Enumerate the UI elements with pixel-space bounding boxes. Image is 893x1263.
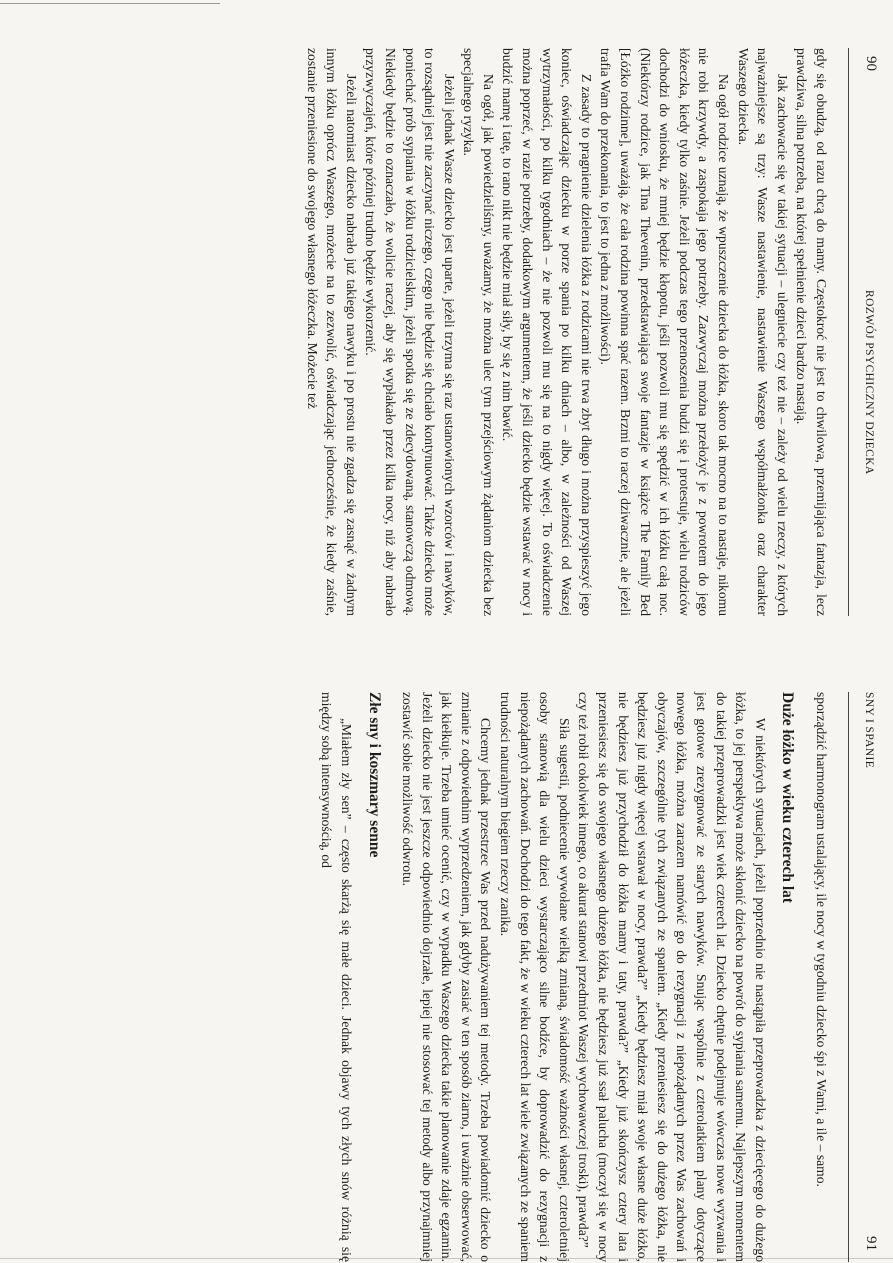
left-paragraph: Na ogół rodzice uznają, że wpuszczenie dziecka do łóżka, skoro tak mocno na to nastaje, nikomu nie robi krzywdy, a zaspokaja jego potrzeby. Zazwyczaj można przełożyć je z powrotem do jego łóżeczka, kiedy tylko zaśnie. Jeżeli podczas tego przenoszenia budzi się i protestuje, wielu rodziców dochodzi do wniosku, że mniej będzie kłopotu, jeśli pozwoli mu się spędzić w ich łóżku całą noc. (Niektórzy rodzice, jak Tina Thevenin, przedstawiająca swoje fantazje w książce The Family Bed [Łóżko rodzinne], uważają, że cała rodzina powinna spać razem. Brzmi to raczej dziwacznie, ale jeżeli trafia Wam do przekonania, to jest to jedna z możliwości).	[598, 48, 732, 616]
right-paragraph: Chcemy jednak przestrzec Was przed nadużywaniem tej metody. Trzeba powiadomić dziecko o zmianie z odpowiednim wyprzedzeniem, jak gdyby zasiać w ten sposób ziarno, i uważnie obserwować, jak kiełkuje. Trzeba umieć ocenić, czy w wypadku Waszego dziecka takie planowanie zdaje egzamin. Jeżeli dziecko nie jest jeszcze odpowiednio dojrzałe, lepiej nie stosować tej metody albo przynajmniej zostawić sobie możliwość odwrotu.	[400, 692, 494, 1262]
left-paragraph: Jak zachowacie się w takiej sytuacji – ulegniecie czy też nie – zależy od wielu rzeczy, z których najważniejsze są trzy: Wasze nastawienie, nastawienie Waszego współmałżonka oraz charakter Waszego dziecka.	[735, 48, 790, 616]
section-heading-bad-dreams: Złe sny i koszmary senne	[365, 692, 383, 858]
left-header-rule	[848, 48, 849, 616]
right-running-head: SNY I SPANIE	[863, 692, 875, 769]
left-paragraph: gdy się obudzą, od razu chcą do mamy. Częstokroć nie jest to chwilowa, przemijająca fantazja, lecz prawdziwa, silna potrzeba, na której spełnienie dzieci bardzo nastają.	[794, 48, 829, 616]
left-paragraph: Z zasady to pragnienie dzielenia łóżka z rodzicami nie trwa zbyt długo i można przyspieszyć jego koniec, oświadczając dziecku w porze spania po kilku dniach – albo, w zależności od Waszej wytrzymałości, po kilku tygodniach – że nie pozwoli mu się na to nigdy więcej. To oświadczenie można poprzeć, w razie potrzeby, dodatkowym argumentem, że jeśli dziecko będzie wstawać w nocy i budzić mamę i tatę, to rano nikt nie będzie miał siły, by się z nim bawić.	[500, 48, 594, 616]
left-paragraph: Jeżeli natomiast dziecko nabrało już takiego nawyku i po prostu nie zgadza się zasnąć w żadnym innym łóżku oprócz Waszego, możecie na to zezwolić, oświadczając jednocześnie, że kiedy zaśnie, zostanie przeniesione do swojego własnego łóżeczka. Możecie też	[304, 48, 359, 616]
left-running-head: ROZWÓJ PSYCHICZNY DZIECKA	[863, 290, 875, 475]
right-paragraph: „Miałem zły sen” – często skarżą się małe dzieci. Jednak objawy tych złych snów różnią się między sobą intensywnością, od	[319, 692, 354, 1262]
left-paragraph: Na ogół, jak powiedzieliśmy, uważamy, że można ulec tym przejściowym żądaniom dziecka bez specjalnego ryzyka.	[461, 48, 496, 616]
right-header-rule	[848, 692, 849, 1262]
section-heading-big-bed: Duże łóżko w wieku czterech lat	[779, 692, 797, 904]
right-paragraph: Siła sugestii, podniecenie wywołane wielką zmianą, świadomość ważności własnej, czteroletniej osoby stanowią dla wielu dzieci wystarczająco silne bodźce, by doprowadzić do rezygnacji z niepożądanych zachowań. Dochodzi do tego fakt, że w wieku czterech lat wiele związanych ze spaniem trudności naturalnym biegiem rzeczy zanika.	[498, 692, 572, 1262]
right-paragraph: W niektórych sytuacjach, jeżeli poprzednio nie nastąpiła przeprowadzka z dziecięcego do dużego łóżka, to jej perspektywa może skłonić dziecko na powrót do sypiania samemu. Najlepszym momentem do takiej przeprowadzki jest wiek czterech lat. Dziecko chętnie podejmuje wówczas nowe wyzwania i jest gotowe zrezygnować ze starych nawyków. Snując wspólnie z czterolatkiem plany dotyczące nowego łóżka, można zarazem namówić go do rezygnacji z niepożądanych przez Was zachowań i obyczajów, szczególnie tych związanych ze spaniem. „Kiedy przeniesiesz się do dużego łóżka, nie będziesz już nigdy więcej wstawał w nocy, prawda?” „Kiedy będziesz miał swoje własne duże łóżko, nie będziesz już przychodził do łóżka mamy i taty, prawda?” „Kiedy już skończysz cztery lata i przeniesiesz się do swojego własnego dużego łóżka, nie będziesz już ssał palucha (moczył się w nocy czy też robił cokolwiek innego, co akurat stanowi przedmiot Waszej wychowawczej troski), prawda?”	[576, 692, 768, 1262]
left-page-body	[302, 48, 831, 616]
right-page-body	[317, 692, 831, 1262]
left-page-number: 90	[863, 56, 879, 71]
right-intro-paragraph: sporządzić harmonogram ustalający, ile nocy w tygodniu dziecko śpi z Wami, a ile – samo.	[814, 692, 829, 1187]
left-paragraph: Jeżeli jednak Wasze dziecko jest uparte, jeżeli trzyma się raz ustanowionych wzorców i nawyków, to rozsądniej jest nie zaczynać niczego, czego nie będzie się chciało kontynuować. Także dziecko może poniechać prób sypiania w łóżku rodzicielskim, jeżeli spotka się ze zdecydowaną, stanowczą odmową. Niekiedy będzie to oznaczało, że wolicie raczej, aby się wypłakało przez kilka nocy, niż aby nabrało przyzwyczajeń, które później trudno będzie wykorzenić.	[363, 48, 457, 616]
right-page-number: 91	[863, 1236, 879, 1251]
